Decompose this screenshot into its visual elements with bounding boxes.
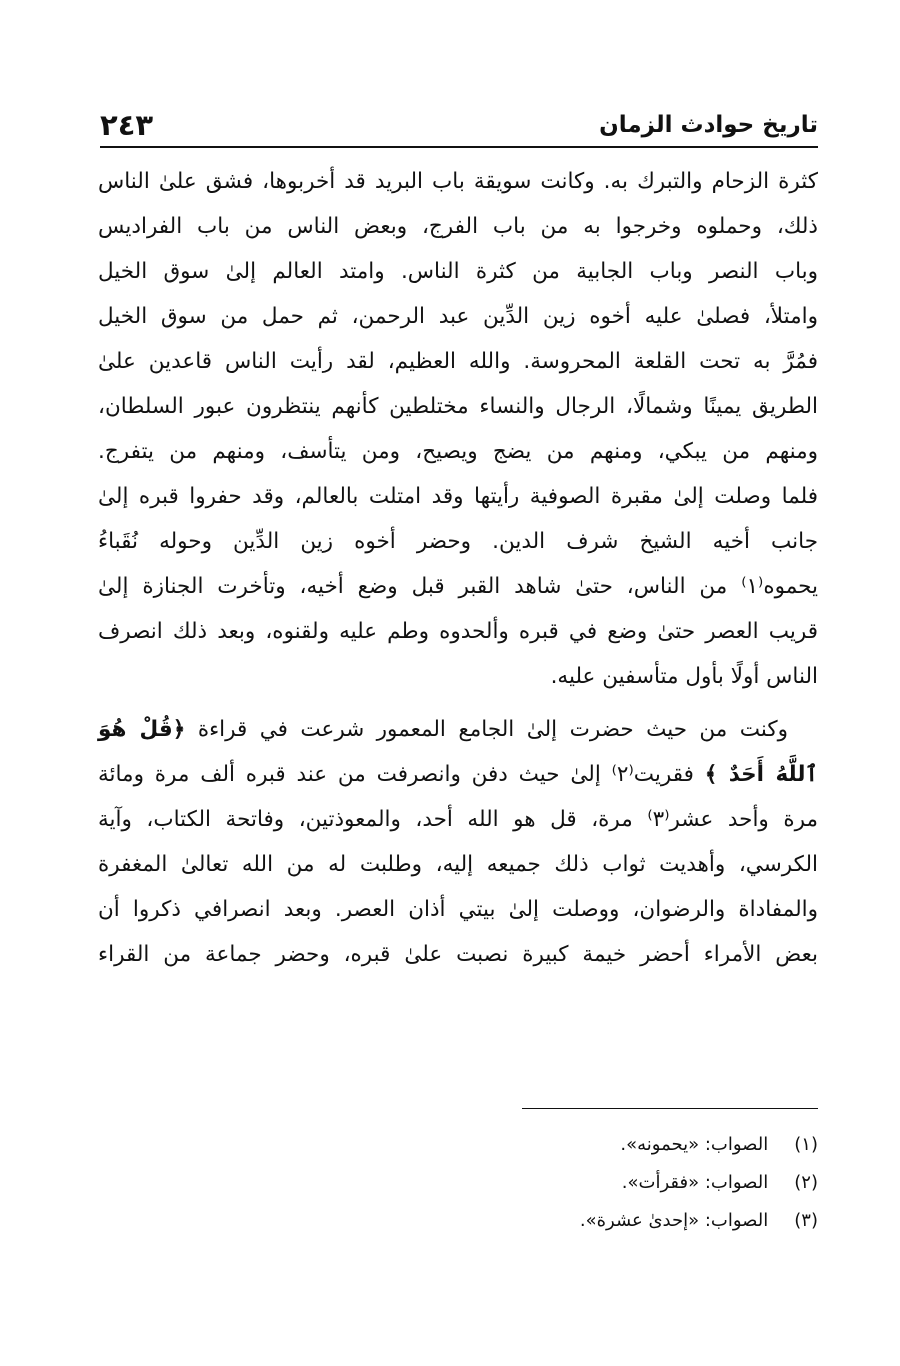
text-line: والمفاداة والرضوان، ووصلت إلىٰ بيتي أذان العصر. وبعد انصرافي ذكروا أن	[98, 897, 818, 922]
running-head	[100, 104, 818, 146]
text-line: وباب النصر وباب الجابية من كثرة الناس. وامتد العالم إلىٰ سوق الخيل	[98, 259, 818, 284]
quran-verse-end: ٱللَّهُ أَحَدٌ ﴾	[704, 762, 818, 787]
footnote-text: الصواب: «إحدىٰ عشرة».	[579, 1210, 769, 1231]
footnote-text: الصواب: «يحمونه».	[620, 1134, 769, 1155]
header-rule	[100, 146, 818, 148]
footnote	[318, 1164, 818, 1202]
footnotes	[318, 1126, 818, 1240]
line-text: فقريت⁽٢⁾ إلىٰ حيث دفن وانصرفت من عند قبره ألف مرة ومائة	[98, 762, 694, 787]
footnote	[318, 1202, 818, 1240]
text-line: الكرسي، وأهديت ثواب ذلك جميعه إليه، وطلبت له من الله تعالىٰ المغفرة	[98, 852, 818, 877]
footnote-number: (٣)	[794, 1210, 818, 1231]
footnote-number: (٢)	[794, 1172, 818, 1193]
text-line: وامتلأ، فصلىٰ عليه أخوه زين الدِّين عبد الرحمن، ثم حمل من سوق الخيل	[98, 304, 818, 329]
text-line: الطريق يمينًا وشمالًا، الرجال والنساء مختلطين كأنهم ينتظرون عبور السلطان،	[98, 394, 818, 419]
paragraph-end-line: الناس أولًا بأول متأسفين عليه.	[550, 664, 818, 689]
footnote-number: (١)	[794, 1134, 818, 1155]
footnote-separator	[522, 1108, 818, 1109]
text-line: فلما وصلت إلىٰ مقبرة الصوفية رأيتها وقد امتلت بالعالم، وقد حفروا قبره إلىٰ	[98, 484, 818, 509]
text-line: كثرة الزحام والتبرك به. وكانت سويقة باب البريد قد أخربوها، فشق علىٰ الناس	[98, 169, 818, 194]
text-line	[98, 752, 818, 797]
body-text	[98, 159, 818, 977]
book-title: تاريخ حوادث الزمان	[599, 112, 818, 138]
text-line: يحموه⁽١⁾ من الناس، حتىٰ شاهد القبر قبل وضع أخيه، وتأخرت الجنازة إلىٰ	[98, 574, 818, 599]
text-line: فمُرَّ به تحت القلعة المحروسة. والله العظيم، لقد رأيت الناس قاعدين علىٰ	[98, 349, 818, 374]
quran-verse-start: ﴿قُلْ هُوَ	[98, 717, 186, 742]
paragraph-start-line	[98, 707, 818, 752]
text-line: جانب أخيه الشيخ شرف الدين. وحضر أخوه زين الدِّين وحوله نُقَباءُ	[98, 529, 818, 554]
footnote-text: الصواب: «فقرأت».	[621, 1172, 769, 1193]
footnote	[318, 1126, 818, 1164]
text-line: بعض الأمراء أحضر خيمة كبيرة نصبت علىٰ قبره، وحضر جماعة من القراء	[98, 942, 818, 967]
text-line: ذلك، وحملوه وخرجوا به من باب الفرج، وبعض الناس من باب الفراديس	[98, 214, 818, 239]
text-line: مرة وأحد عشر⁽٣⁾ مرة، قل هو الله أحد، والمعوذتين، وفاتحة الكتاب، وآية	[98, 807, 818, 832]
page-number: ٢٤٣	[100, 108, 154, 142]
text-line: قريب العصر حتىٰ وضع في قبره وألحدوه وطم عليه ولقنوه، وبعد ذلك انصرف	[98, 619, 818, 644]
text-line: ومنهم من يبكي، ومنهم من يضج ويصيح، ومن يتأسف، ومنهم من يتفرج.	[98, 439, 818, 464]
line-text: وكنت من حيث حضرت إلىٰ الجامع المعمور شرعت في قراءة	[197, 717, 788, 742]
